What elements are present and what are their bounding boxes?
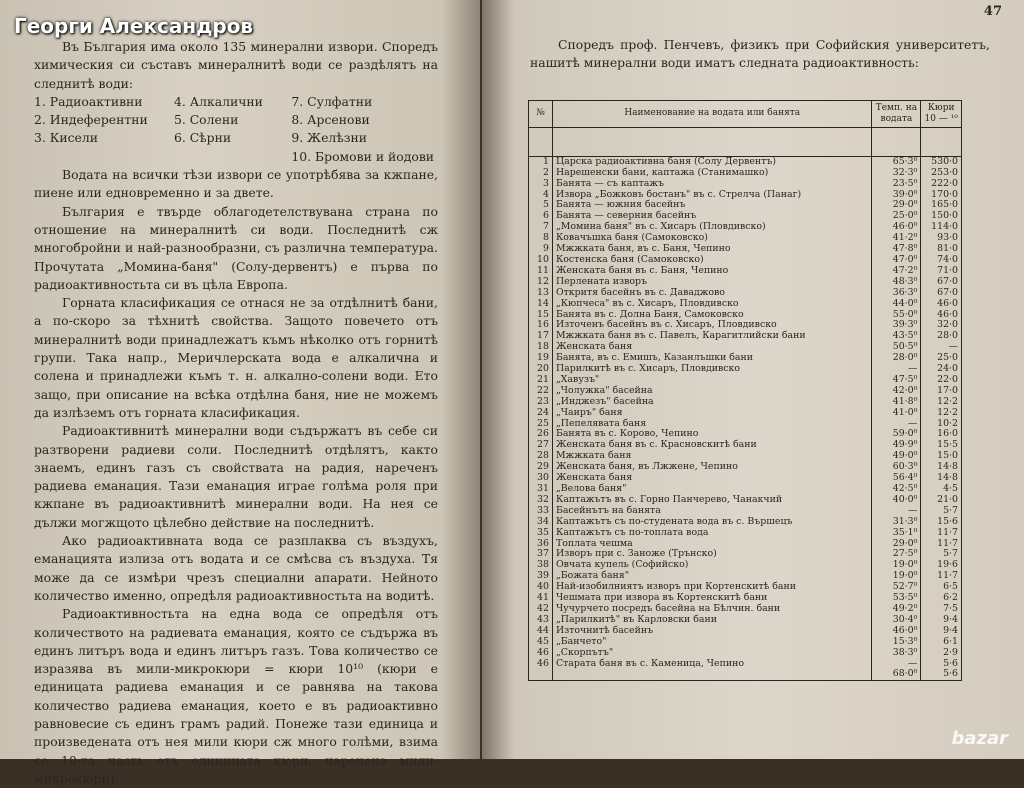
row-temperature: 42·5⁰ — [872, 484, 921, 495]
row-temperature: 41·2⁰ — [872, 233, 921, 244]
row-name: „Чолужка" басейна — [552, 386, 872, 397]
row-temperature: 52·7⁰ — [872, 582, 921, 593]
row-temperature: 55·0⁰ — [872, 310, 921, 321]
row-number: 13 — [529, 288, 553, 299]
row-curie: 67·0 — [921, 288, 962, 299]
row-temperature: 36·3⁰ — [872, 288, 921, 299]
row-number: 29 — [529, 462, 553, 473]
row-number: 43 — [529, 615, 553, 626]
row-number: 6 — [529, 211, 553, 222]
row-number: 23 — [529, 397, 553, 408]
row-name: Банята — южния басейнъ — [552, 200, 872, 211]
table-row — [529, 517, 962, 528]
row-temperature: 47·0⁰ — [872, 255, 921, 266]
row-name: Банята въ с. Корово, Чепино — [552, 429, 872, 440]
row-temperature: 28·0⁰ — [872, 353, 921, 364]
row-curie: 74·0 — [921, 255, 962, 266]
row-temperature: 25·0⁰ — [872, 211, 921, 222]
water-type: 10. Бромови и йодови — [291, 148, 435, 164]
row-name: „Чаиръ" баня — [552, 408, 872, 419]
row-temperature: 56·4⁰ — [872, 473, 921, 484]
table-row — [529, 168, 962, 179]
row-number: 38 — [529, 560, 553, 571]
row-name: Женската баня — [552, 342, 872, 353]
row-number — [529, 669, 553, 680]
row-number: 40 — [529, 582, 553, 593]
row-number: 36 — [529, 539, 553, 550]
water-type: 9. Желѣзни — [291, 130, 368, 146]
row-curie: 46·0 — [921, 310, 962, 321]
row-temperature: 49·2⁰ — [872, 604, 921, 615]
row-curie: 2·9 — [921, 648, 962, 659]
row-number: 42 — [529, 604, 553, 615]
row-name: „Скорпътъ" — [552, 648, 872, 659]
row-temperature: 68·0⁰ — [872, 669, 921, 680]
row-curie: 15·6 — [921, 517, 962, 528]
row-curie: 21·0 — [921, 495, 962, 506]
row-number: 20 — [529, 364, 553, 375]
row-temperature: 49·0⁰ — [872, 451, 921, 462]
header-number: № — [529, 101, 553, 128]
row-curie: 5·6 — [921, 659, 962, 670]
row-curie: 4·5 — [921, 484, 962, 495]
right-page — [482, 0, 1024, 759]
right-intro — [530, 36, 990, 73]
row-temperature: — — [872, 659, 921, 670]
row-name: Извора „Божковъ бостанъ" въ с. Стрелча (Панаг) — [552, 190, 872, 201]
row-curie: 5·6 — [921, 669, 962, 680]
paragraph: България е твърде облагодетелствувана страна по отношение на минералнитѣ си води. Последнитѣ сж многобройни и най-разнообразни, съ различна температура. Прочутата „Момина-баня" (Солу-дервентъ) е първа по радиоактивностьта си въ цѣла Европа. — [34, 203, 438, 292]
row-temperature: 46·0⁰ — [872, 222, 921, 233]
row-temperature: 47·2⁰ — [872, 266, 921, 277]
row-number: 46 — [529, 648, 553, 659]
row-number: 19 — [529, 353, 553, 364]
row-curie: 24·0 — [921, 364, 962, 375]
row-curie: 12·2 — [921, 397, 962, 408]
row-curie: 15·5 — [921, 440, 962, 451]
header-curie: Кюри 10 — ¹⁰ — [921, 101, 962, 128]
row-temperature: 65·3⁰ — [872, 156, 921, 167]
row-curie: 15·0 — [921, 451, 962, 462]
row-name: Откритя басейнъ въ с. Даваджово — [552, 288, 872, 299]
row-temperature: 27·5⁰ — [872, 549, 921, 560]
row-temperature: 19·0⁰ — [872, 571, 921, 582]
row-name: Старата баня въ с. Каменица, Чепино — [552, 659, 872, 670]
row-curie: 6·2 — [921, 593, 962, 604]
row-temperature: 29·0⁰ — [872, 539, 921, 550]
row-curie: 28·0 — [921, 331, 962, 342]
row-temperature: 38·3⁰ — [872, 648, 921, 659]
row-number: 3 — [529, 179, 553, 190]
row-name: Женската баня въ с. Красновскитѣ бани — [552, 440, 872, 451]
row-curie: 6·5 — [921, 582, 962, 593]
row-curie: 5·7 — [921, 506, 962, 517]
row-curie: 170·0 — [921, 190, 962, 201]
row-name: Овчата купель (Софийско) — [552, 560, 872, 571]
row-number: 22 — [529, 386, 553, 397]
row-number: 9 — [529, 244, 553, 255]
row-temperature: 60·3⁰ — [872, 462, 921, 473]
row-curie: 10·2 — [921, 419, 962, 430]
table-row — [529, 669, 962, 680]
row-curie: 19·6 — [921, 560, 962, 571]
row-curie: 9·4 — [921, 626, 962, 637]
row-curie: 71·0 — [921, 266, 962, 277]
row-name: Нарешенски бани, каптажа (Станимашко) — [552, 168, 872, 179]
row-temperature: — — [872, 506, 921, 517]
row-name: „Кюпчеса" въ с. Хисаръ, Пловдивско — [552, 299, 872, 310]
row-number: 27 — [529, 440, 553, 451]
row-temperature: 50·5⁰ — [872, 342, 921, 353]
row-curie: 16·0 — [921, 429, 962, 440]
row-temperature: 43·5⁰ — [872, 331, 921, 342]
row-temperature: 44·0⁰ — [872, 299, 921, 310]
row-name: Банята, въ с. Емишъ, Казанлъшки бани — [552, 353, 872, 364]
row-name: Ковачъшка баня (Самоковско) — [552, 233, 872, 244]
row-number: 11 — [529, 266, 553, 277]
row-curie: 22·0 — [921, 375, 962, 386]
paragraph: Водата на всички тѣзи извори се употрѣбява за кжпане, пиене или едновременно и за двете. — [34, 167, 438, 201]
left-text — [34, 38, 438, 788]
row-name: „Божата баня" — [552, 571, 872, 582]
water-type: 3. Кисели — [34, 130, 99, 146]
row-name: Мжжката баня — [552, 451, 872, 462]
row-name: „Велова баня" — [552, 484, 872, 495]
row-curie: 165·0 — [921, 200, 962, 211]
row-curie: 81·0 — [921, 244, 962, 255]
water-type: 2. Индеферентни — [34, 112, 148, 128]
row-name: Източнитѣ басейнъ — [552, 626, 872, 637]
row-curie: 32·0 — [921, 320, 962, 331]
row-number: 28 — [529, 451, 553, 462]
row-name: Женската баня въ с. Баня, Чепино — [552, 266, 872, 277]
row-name: Царска радиоактивна баня (Солу Дервентъ) — [552, 156, 872, 167]
intro-paragraph: Споредъ проф. Пенчевъ, физикъ при Софийския университетъ, нашитѣ минерални води иматъ следната радиоактивность: — [530, 37, 990, 71]
row-number: 2 — [529, 168, 553, 179]
row-curie: 150·0 — [921, 211, 962, 222]
row-name: „Хавузъ" — [552, 375, 872, 386]
row-temperature: 35·1⁰ — [872, 528, 921, 539]
table-body — [529, 127, 962, 681]
row-curie: 11·7 — [921, 539, 962, 550]
row-number: 17 — [529, 331, 553, 342]
row-name: „Парилкитѣ" въ Карловски бани — [552, 615, 872, 626]
row-number: 1 — [529, 156, 553, 167]
row-temperature: 59·0⁰ — [872, 429, 921, 440]
row-curie: 25·0 — [921, 353, 962, 364]
row-number: 14 — [529, 299, 553, 310]
row-curie: 14·8 — [921, 473, 962, 484]
row-name: Каптажътъ съ по-студената вода въ с. Вършецъ — [552, 517, 872, 528]
table-row — [529, 648, 962, 659]
row-curie: 114·0 — [921, 222, 962, 233]
row-curie: 12·2 — [921, 408, 962, 419]
water-type: 4. Алкалични — [173, 93, 263, 109]
row-curie: 11·7 — [921, 571, 962, 582]
table-row — [529, 528, 962, 539]
water-type: 7. Сулфатни — [291, 93, 373, 109]
row-temperature: 42·0⁰ — [872, 386, 921, 397]
row-curie: 6·1 — [921, 637, 962, 648]
row-temperature: 41·8⁰ — [872, 397, 921, 408]
row-temperature: 15·3⁰ — [872, 637, 921, 648]
row-name: Банята — северния басейнъ — [552, 211, 872, 222]
row-name: Каптажътъ въ с. Горно Панчерево, Чанакчий — [552, 495, 872, 506]
water-type: 8. Арсенови — [291, 112, 370, 128]
row-number: 37 — [529, 549, 553, 560]
row-temperature: 29·0⁰ — [872, 200, 921, 211]
row-name: Топлата чешма — [552, 539, 872, 550]
row-name: Басейнътъ на банята — [552, 506, 872, 517]
row-temperature: 39·0⁰ — [872, 190, 921, 201]
row-name: Изворъ при с. Заноже (Трънско) — [552, 549, 872, 560]
row-number: 26 — [529, 429, 553, 440]
water-type: 6. Сѣрни — [173, 130, 232, 146]
paragraph: Горната класификация се отнася не за отдѣлнитѣ бани, а по-скоро за тѣхнитѣ свойства. Защото повечето отъ минералнитѣ води принадлежатъ къмъ нѣколко отъ горнитѣ групи. Така напр., Меричлерската вода е алкалична и солена и принадлежи къмъ т. н. алкално-солени води. Ето защо, при описание на всѣка отдѣлна баня, ние не можемъ да излѣземъ отъ горната класификация. — [34, 295, 438, 420]
row-number: 35 — [529, 528, 553, 539]
row-name: Мжжката баня, въ с. Баня, Чепино — [552, 244, 872, 255]
paragraph: Въ България има около 135 минерални извори. Споредъ химическия си съставъ минералнитѣ води се раздѣлятъ на следнитѣ води: — [34, 39, 438, 91]
watermark-logo: bazar — [951, 728, 1008, 749]
water-types — [34, 93, 438, 166]
row-name: Женската баня, въ Лжжене, Чепино — [552, 462, 872, 473]
page-number: 47 — [983, 4, 1002, 19]
row-number: 7 — [529, 222, 553, 233]
paragraph: Радиоактивнитѣ минерални води съдържатъ въ себе си разтворени радиеви соли. Последнитѣ отдѣлятъ, както знаемъ, единъ газъ съ свойствата на радия, нареченъ радиева еманация. Тази еманация играе голѣма роля при кжпане въ радиоактивнитѣ минерални води. На нея се дължи могжщото цѣлебно действие на последнитѣ. — [34, 423, 438, 530]
row-temperature: 47·5⁰ — [872, 375, 921, 386]
row-number: 39 — [529, 571, 553, 582]
table-row — [529, 299, 962, 310]
row-temperature: — — [872, 364, 921, 375]
row-name: Чучурчето посредъ басейна на Бѣлчин. бани — [552, 604, 872, 615]
row-number: 24 — [529, 408, 553, 419]
row-name: Най-изобилниятъ изворъ при Кортенскитѣ бани — [552, 582, 872, 593]
row-curie: 17·0 — [921, 386, 962, 397]
table-row — [529, 637, 962, 648]
row-curie: 11·7 — [921, 528, 962, 539]
radioactivity-table — [528, 100, 962, 681]
table-row — [529, 408, 962, 419]
row-name: Източенъ басейнъ въ с. Хисаръ, Пловдивско — [552, 320, 872, 331]
row-temperature: 39·3⁰ — [872, 320, 921, 331]
left-page — [0, 0, 480, 786]
row-name: Парилкитѣ въ с. Хисаръ, Пловдивско — [552, 364, 872, 375]
row-curie: 67·0 — [921, 277, 962, 288]
row-temperature: 48·3⁰ — [872, 277, 921, 288]
row-number: 18 — [529, 342, 553, 353]
seller-name: Георги Александров — [14, 14, 254, 38]
water-type: 1. Радиоактивни — [34, 93, 143, 109]
row-curie: 253·0 — [921, 168, 962, 179]
table-header — [529, 101, 962, 128]
row-number: 30 — [529, 473, 553, 484]
row-number: 41 — [529, 593, 553, 604]
row-number: 44 — [529, 626, 553, 637]
row-temperature: 30·4⁰ — [872, 615, 921, 626]
row-curie: 7·5 — [921, 604, 962, 615]
row-curie: 222·0 — [921, 179, 962, 190]
row-number: 25 — [529, 419, 553, 430]
row-temperature: 53·5⁰ — [872, 593, 921, 604]
row-number: 10 — [529, 255, 553, 266]
row-name: „Банчето" — [552, 637, 872, 648]
table-row — [529, 156, 962, 167]
row-temperature: 23·5⁰ — [872, 179, 921, 190]
row-name: Перлената изворъ — [552, 277, 872, 288]
row-name: „Инджезъ" басейна — [552, 397, 872, 408]
row-curie: 530·0 — [921, 156, 962, 167]
row-temperature: 32·3⁰ — [872, 168, 921, 179]
row-number: 32 — [529, 495, 553, 506]
row-name: Банята въ с. Долна Баня, Самоковско — [552, 310, 872, 321]
row-number: 31 — [529, 484, 553, 495]
row-curie: 14·8 — [921, 462, 962, 473]
row-number: 12 — [529, 277, 553, 288]
row-name: Мжжката баня въ с. Павелъ, Карагитлийски бани — [552, 331, 872, 342]
row-temperature: 19·0⁰ — [872, 560, 921, 571]
row-name: Чешмата при извора въ Кортенскитѣ бани — [552, 593, 872, 604]
row-name: „Момина баня" въ с. Хисаръ (Пловдивско) — [552, 222, 872, 233]
header-name: Наименование на водата или банята — [552, 101, 872, 128]
row-number: 45 — [529, 637, 553, 648]
row-temperature: 31·3⁰ — [872, 517, 921, 528]
row-name — [552, 669, 872, 680]
row-number: 15 — [529, 310, 553, 321]
row-name: Каптажътъ съ по-топлата вода — [552, 528, 872, 539]
row-temperature: 40·0⁰ — [872, 495, 921, 506]
row-number: 34 — [529, 517, 553, 528]
row-curie: 9·4 — [921, 615, 962, 626]
row-temperature: — — [872, 419, 921, 430]
row-name: Женската баня — [552, 473, 872, 484]
row-number: 46 — [529, 659, 553, 670]
row-number: 33 — [529, 506, 553, 517]
row-temperature: 41·0⁰ — [872, 408, 921, 419]
paragraph: Ако радиоактивната вода се разплаква съ въздухъ, еманацията излиза отъ водата и се смѣсва съ въздуха. Тя може да се измѣри чрезъ специални апарати. Нейното количество именно, опредѣля радиоактивностьта на водитѣ. — [34, 533, 438, 603]
row-name: „Пепелявата баня — [552, 419, 872, 430]
row-name: Костенска баня (Самоковско) — [552, 255, 872, 266]
row-curie: 46·0 — [921, 299, 962, 310]
table-row — [529, 288, 962, 299]
row-temperature: 47·8⁰ — [872, 244, 921, 255]
header-temperature: Темп. на водата — [872, 101, 921, 128]
row-name: Банята — съ каптажъ — [552, 179, 872, 190]
row-number: 8 — [529, 233, 553, 244]
row-curie: 93·0 — [921, 233, 962, 244]
row-number: 4 — [529, 190, 553, 201]
paragraph: Радиоактивностьта на една вода се опредѣля отъ количеството на радиевата еманация, която се съдържа въ единъ литъръ вода и единъ литъръ газъ. Това количество се изразява въ мили-микрокюри = кюри 10¹⁰ (кюри е единицата радиева еманация и се равнява на такова количество радиева еманация, което е въ радиоактивно равновесие съ единъ грамъ радий. Понеже тази единица и произведената отъ нея мили кюри сж много голѣми, взима се 10-та часть отъ единицата кюри, наречена мили-микрокюри). — [34, 606, 438, 786]
row-curie: 5·7 — [921, 549, 962, 560]
row-number: 5 — [529, 200, 553, 211]
row-temperature: 46·0⁰ — [872, 626, 921, 637]
row-temperature: 49·9⁰ — [872, 440, 921, 451]
table-row — [529, 179, 962, 190]
water-type: 5. Солени — [173, 112, 239, 128]
row-curie: — — [921, 342, 962, 353]
row-number: 16 — [529, 320, 553, 331]
row-number: 21 — [529, 375, 553, 386]
